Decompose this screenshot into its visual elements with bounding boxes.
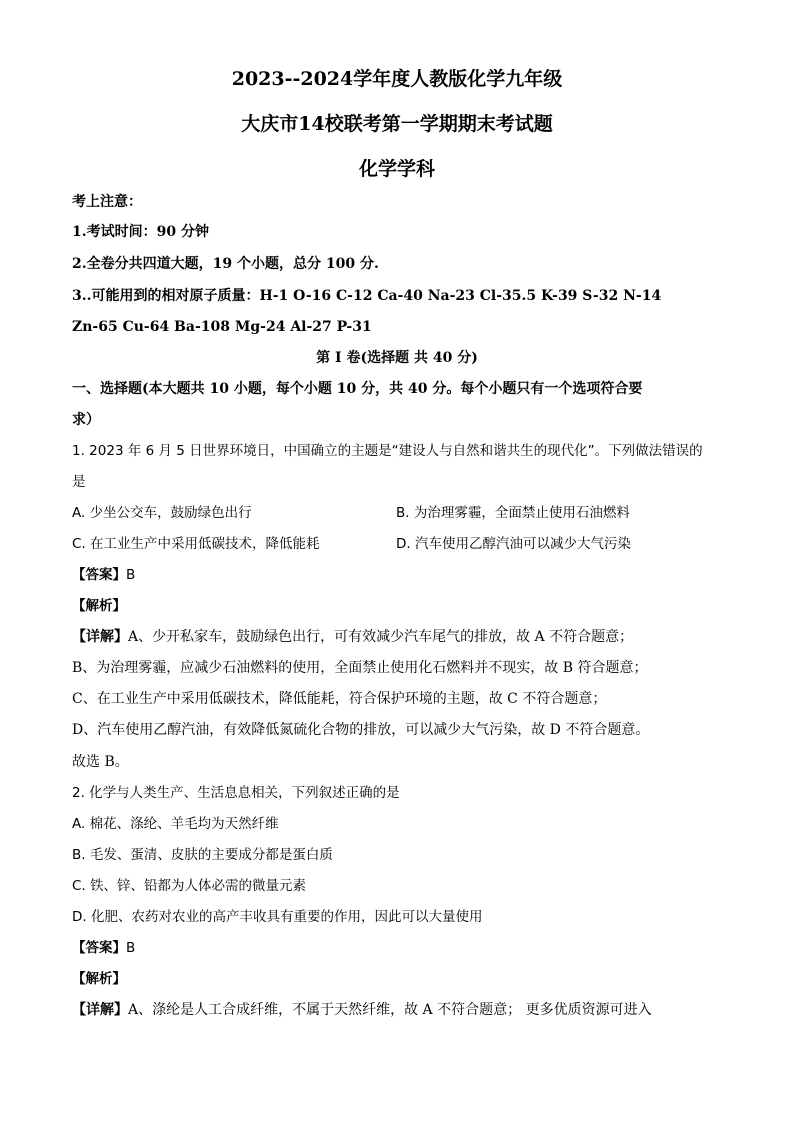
question-2-option-a: A. 棉花、涤纶、羊毛均为天然纤维 <box>72 816 279 832</box>
question-2-option-d: D. 化肥、农药对农业的高产丰收具有重要的作用，因此可以大量使用 <box>72 909 483 925</box>
question-1-analysis-tag: 【解析】 <box>72 598 126 614</box>
detail-tag: 【详解】 <box>72 629 128 645</box>
notes-heading: 考上注意： <box>72 194 142 210</box>
exam-title-name: 大庆市14校联考第一学期期末考试题 <box>241 113 553 135</box>
question-1-option-c: C. 在工业生产中采用低碳技术，降低能耗 <box>72 536 320 552</box>
question-1-detail-d: D、汽车使用乙醇汽油，有效降低氮硫化合物的排放，可以减少大气污染，故 D 不符合题意。 <box>72 722 650 738</box>
note-exam-structure: 2.全卷分共四道大题，19 个小题，总分 100 分. <box>72 256 379 272</box>
answer-tag: 【答案】 <box>72 940 126 956</box>
question-2-detail-a <box>72 1000 652 1020</box>
part1-heading-cont: 求） <box>72 412 100 428</box>
question-2-analysis-tag: 【解析】 <box>72 971 126 987</box>
detail-text: A、涤纶是人工合成纤维，不属于天然纤维，故 A 不符合题意； 更多优质资源可进入 <box>128 1002 652 1018</box>
question-1-answer <box>72 565 135 585</box>
detail-text: A、少开私家车，鼓励绿色出行，可有效减少汽车尾气的排放，故 A 不符合题意； <box>128 629 634 645</box>
question-2-option-c: C. 铁、锌、铅都为人体必需的微量元素 <box>72 878 307 894</box>
question-1-detail-b: B、为治理雾霾，应减少石油燃料的使用，全面禁止使用化石燃料并不现实，故 B 符合题意； <box>72 660 648 676</box>
note-atomic-masses: 3..可能用到的相对原子质量：H-1 O-16 C-12 Ca-40 Na-23 Cl-35.5 K-39 S-32 N-14 <box>72 288 662 304</box>
question-2-answer <box>72 938 135 958</box>
exam-title-year: 2023--2024学年度人教版化学九年级 <box>231 68 563 90</box>
question-1-conclusion: 故选 B。 <box>72 754 129 770</box>
question-2-stem: 2. 化学与人类生产、生活息息相关，下列叙述正确的是 <box>72 785 400 801</box>
question-1-detail-c: C、在工业生产中采用低碳技术，降低能耗，符合保护环境的主题，故 C 不符合题意； <box>72 691 607 707</box>
question-1-option-a: A. 少坐公交车，鼓励绿色出行 <box>72 505 252 521</box>
detail-tag: 【详解】 <box>72 1002 128 1018</box>
note-exam-time: 1.考试时间：90 分钟 <box>72 224 209 240</box>
question-2-option-b: B. 毛发、蛋清、皮肤的主要成分都是蛋白质 <box>72 847 333 863</box>
question-1-stem-cont: 是 <box>72 474 86 490</box>
question-1-stem: 1. 2023 年 6 月 5 日世界环境日，中国确立的主题是“建设人与自然和谐共生的现代化”。下列做法错误的 <box>72 443 703 459</box>
volume-heading: 第 I 卷(选择题 共 40 分) <box>316 350 478 366</box>
part1-heading: 一、选择题(本大题共 10 小题，每个小题 10 分，共 40 分。每个小题只有一个选项符合要 <box>72 381 643 397</box>
question-1-detail-a <box>72 627 633 647</box>
note-atomic-masses-cont: Zn-65 Cu-64 Ba-108 Mg-24 Al-27 P-31 <box>72 319 372 335</box>
answer-tag: 【答案】 <box>72 567 126 583</box>
question-1-option-b: B. 为治理雾霾，全面禁止使用石油燃料 <box>396 505 630 521</box>
answer-value: B <box>126 940 136 956</box>
question-1-option-d: D. 汽车使用乙醇汽油可以减少大气污染 <box>396 536 631 552</box>
exam-title-subject: 化学学科 <box>358 158 435 180</box>
answer-value: B <box>126 567 136 583</box>
